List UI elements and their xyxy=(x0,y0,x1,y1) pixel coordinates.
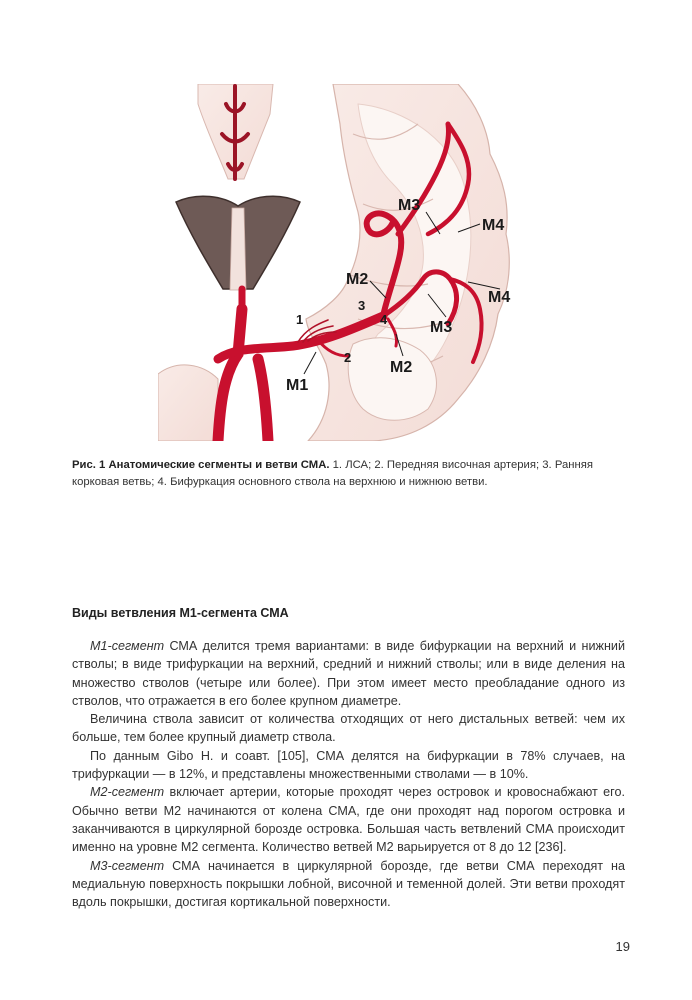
label-3: 3 xyxy=(358,298,366,313)
carotid-left xyxy=(218,309,242,441)
paragraph-m2-text: включает артерии, которые проходят через островок и кровоснабжают его. Обычно ветви М2 начинаются от колена СМА, где они проходят над порогом островка и заканчиваются в циркулярной борозде островка. Большая часть ветвлений СМА происходит именно на уровне М2 сегмента. Количество ветвей М2 варьируется от 8 до 12 [236]. xyxy=(72,785,625,855)
label-m3-right: M3 xyxy=(430,319,453,336)
temporal-tissue xyxy=(158,365,218,441)
label-m4-top: M4 xyxy=(482,217,505,234)
paragraph-m1 xyxy=(72,637,625,710)
label-1: 1 xyxy=(296,312,304,327)
label-m1: M1 xyxy=(286,377,309,394)
paragraph-trunk-size: Величина ствола зависит от количества отходящих от него дистальных ветвей: чем их больше, тем более крупный диаметр ствола. xyxy=(72,712,625,745)
label-4: 4 xyxy=(380,312,388,327)
page-number: 19 xyxy=(615,939,630,954)
label-m3-top: M3 xyxy=(398,197,421,214)
caption-title: Рис. 1 Анатомические сегменты и ветви СМА. xyxy=(72,459,330,471)
term-m3: М3-сегмент xyxy=(90,858,165,873)
paragraph-m2 xyxy=(72,783,625,856)
label-m2-bottom: M2 xyxy=(390,359,413,376)
label-2: 2 xyxy=(344,350,352,365)
septum xyxy=(230,208,246,290)
term-m2: М2-сегмент xyxy=(90,785,165,800)
label-m2-left: M2 xyxy=(346,271,369,288)
figure-caption xyxy=(72,457,632,491)
caption-text: 1. ЛСА; 2. Передняя височная артерия; 3. Ранняя корковая ветвь; 4. Бифуркация основного ствола на верхнюю и нижнюю ветви. xyxy=(72,459,593,488)
carotid-right xyxy=(258,359,268,441)
anatomy-figure xyxy=(158,84,514,441)
paragraph-m1-text: СМА делится тремя вариантами: в виде бифуркации на верхний и нижний стволы; в виде трифуркации на верхний, средний и нижний стволы; или в виде деления на множество стволов (четыре или более). При этом имеет место преобладание одного из стволов, что отражается в его более крупном диаметре. xyxy=(72,639,625,708)
term-m1: М1-сегмент xyxy=(90,639,165,653)
label-m4-right: M4 xyxy=(488,289,511,306)
body-text xyxy=(72,637,625,911)
section-heading: Виды ветвления М1-сегмента СМА xyxy=(72,606,289,620)
paragraph-m3 xyxy=(72,857,625,912)
paragraph-m3-text: СМА начинается в циркулярной борозде, где ветви СМА переходят на медиальную поверхность покрышки лобной, височной и теменной долей. Эти ветви проходят вдоль покрышки, достигая кортикальной поверхности. xyxy=(72,858,625,910)
mca-segments-illustration xyxy=(158,84,514,441)
paragraph-gibo: По данным Gibo H. и соавт. [105], СМА делятся на бифуркации в 78% случаев, на трифуркации — в 12%, и представлены множественными стволами — в 10%. xyxy=(72,748,625,782)
